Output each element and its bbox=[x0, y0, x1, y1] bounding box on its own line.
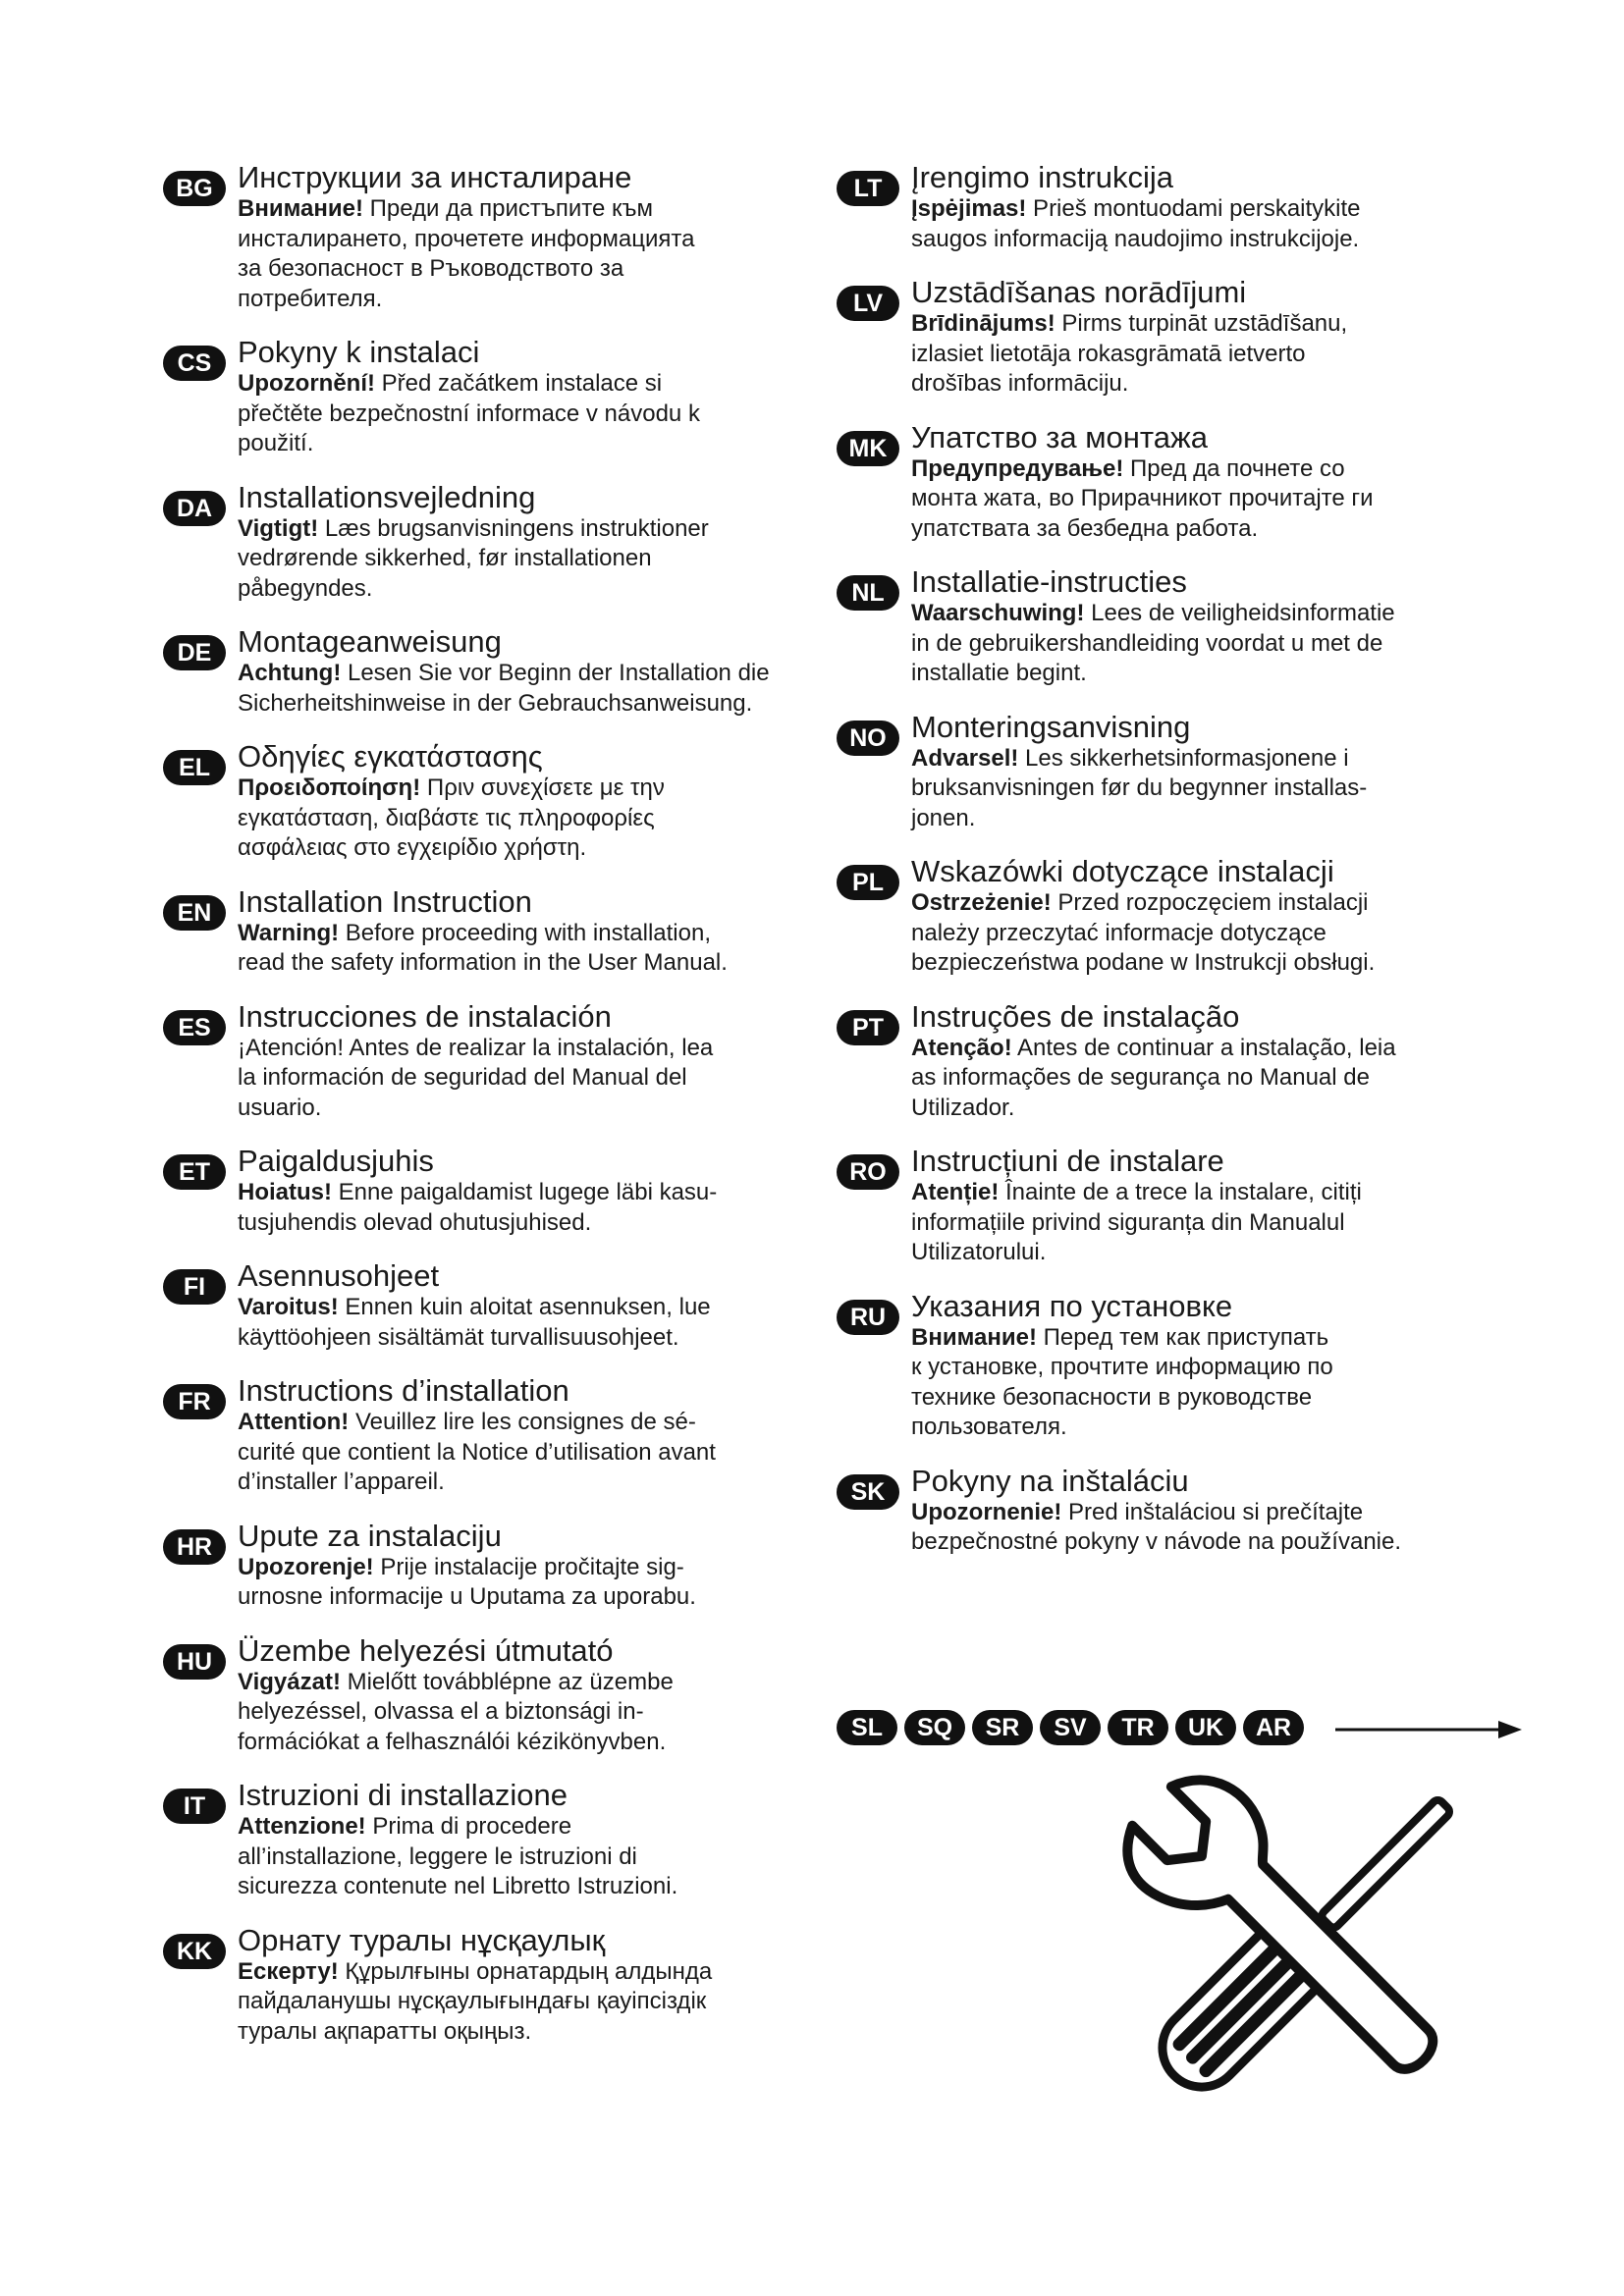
language-badge: CS bbox=[163, 346, 226, 381]
instruction-text: монта жата, во Прирачникот прочитајте ги bbox=[911, 485, 1374, 511]
instruction-line bbox=[911, 1527, 1485, 1558]
instruction-line bbox=[238, 1178, 811, 1208]
instruction-nl bbox=[837, 565, 1485, 689]
instruction-text: ασφάλειας στο εγχειρίδιο χρήστη. bbox=[238, 834, 587, 861]
language-badge: PT bbox=[837, 1010, 899, 1045]
language-badge-sq: SQ bbox=[904, 1710, 965, 1745]
instruction-text: käyttöohjeen sisältämät turvallisuusohjeet. bbox=[238, 1323, 679, 1351]
language-badge: RO bbox=[837, 1154, 899, 1190]
instruction-text: påbegyndes. bbox=[238, 574, 373, 602]
instruction-text: Lees de veiligheidsinformatie bbox=[1084, 600, 1395, 626]
instruction-text: Enne paigaldamist lugege läbi kasu- bbox=[332, 1179, 718, 1205]
instruction-title: Installationsvejledning bbox=[238, 479, 536, 514]
warning-label: Įspėjimas! bbox=[911, 195, 1027, 222]
instruction-line bbox=[238, 804, 811, 834]
instruction-line bbox=[238, 194, 811, 225]
instruction-text: Πριν συνεχίσετε με την bbox=[420, 774, 665, 801]
instruction-text: curité que contient la Notice d’utilisation avant bbox=[238, 1438, 716, 1466]
instruction-text: Prieš montuodami perskaitykite bbox=[1026, 195, 1361, 222]
instruction-title: Įrengimo instrukcija bbox=[911, 160, 1174, 194]
instruction-title: Uzstādīšanas norādījumi bbox=[911, 275, 1247, 309]
instruction-ro bbox=[837, 1145, 1485, 1268]
instruction-text: bezpečnostné pokyny v návode na používanie. bbox=[911, 1528, 1402, 1555]
instruction-hr bbox=[163, 1520, 811, 1613]
instruction-cs bbox=[163, 336, 811, 459]
instruction-line bbox=[238, 689, 811, 720]
instruction-text: přečtěte bezpečnostní informace v návodu k bbox=[238, 400, 700, 427]
instruction-line bbox=[911, 454, 1485, 485]
instruction-text: Before proceeding with installation, bbox=[339, 919, 711, 946]
instruction-line bbox=[238, 1208, 811, 1239]
instruction-line bbox=[238, 1728, 811, 1758]
instruction-line bbox=[238, 659, 811, 689]
instruction-text: Sicherheitshinweise in der Gebrauchsanweisung. bbox=[238, 689, 753, 717]
instruction-da bbox=[163, 481, 811, 605]
instruction-line bbox=[911, 948, 1485, 979]
warning-label: Attention! bbox=[238, 1409, 350, 1435]
instruction-title: Упатство за монтажа bbox=[911, 419, 1208, 454]
instruction-text: usuario. bbox=[238, 1094, 322, 1121]
instruction-text: упатствата за безбедна работа. bbox=[911, 514, 1259, 542]
instruction-line bbox=[911, 1063, 1485, 1094]
instruction-text: инсталирането, прочетете информацията bbox=[238, 225, 695, 252]
instruction-title: Installatie-instructies bbox=[911, 564, 1187, 599]
instruction-text: in de gebruikershandleiding voordat u met de bbox=[911, 629, 1383, 657]
instruction-text: Przed rozpoczęciem instalacji bbox=[1051, 889, 1369, 916]
other-languages-row bbox=[837, 1710, 1524, 1749]
language-badge: FR bbox=[163, 1384, 226, 1419]
instruction-text: εγκατάσταση, διαβάστε τις πληροφορίες bbox=[238, 804, 655, 831]
instruction-title: Üzembe helyezési útmutató bbox=[238, 1632, 614, 1668]
warning-label: Upozornenie! bbox=[911, 1498, 1062, 1525]
instruction-line bbox=[238, 1553, 811, 1583]
warning-label: Attenzione! bbox=[238, 1813, 366, 1840]
warning-label: Ostrzeżenie! bbox=[911, 889, 1052, 916]
instruction-title: Instruções de instalação bbox=[911, 998, 1240, 1034]
instruction-title: Asennusohjeet bbox=[238, 1258, 440, 1293]
instruction-text: vedrørende sikkerhed, før installationen bbox=[238, 545, 652, 571]
instruction-sk bbox=[837, 1465, 1485, 1558]
warning-label: Προειδοποίηση! bbox=[238, 774, 421, 801]
right-arrow-icon bbox=[1335, 1710, 1522, 1749]
instruction-text: Prima di procedere bbox=[365, 1813, 572, 1840]
instruction-title: Upute za instalaciju bbox=[238, 1518, 502, 1553]
language-badge: ES bbox=[163, 1010, 226, 1045]
instruction-line bbox=[238, 254, 811, 285]
language-badge: SK bbox=[837, 1474, 899, 1510]
instruction-fr bbox=[163, 1374, 811, 1498]
instruction-text: Ennen kuin aloitat asennuksen, lue bbox=[338, 1294, 711, 1320]
instruction-el bbox=[163, 740, 811, 864]
instruction-title: Montageanweisung bbox=[238, 624, 502, 659]
instruction-text: Перед тем как приступать bbox=[1036, 1323, 1329, 1351]
instruction-title: Instrucțiuni de instalare bbox=[911, 1144, 1224, 1178]
instruction-text: saugos informaciją naudojimo instrukcijoje. bbox=[911, 225, 1360, 252]
instruction-text: Antes de continuar a instalação, leia bbox=[1011, 1034, 1396, 1061]
instruction-line bbox=[238, 1987, 811, 2017]
warning-label: Vigyázat! bbox=[238, 1668, 341, 1695]
warning-label: Внимание! bbox=[911, 1323, 1037, 1351]
warning-label: Warning! bbox=[238, 919, 340, 946]
instruction-line bbox=[238, 1697, 811, 1728]
instruction-text: tusjuhendis olevad ohutusjuhised. bbox=[238, 1208, 592, 1236]
instruction-title: Instrucciones de instalación bbox=[238, 998, 612, 1034]
instruction-line bbox=[911, 1034, 1485, 1064]
instruction-line bbox=[238, 1957, 811, 1988]
instruction-line bbox=[238, 429, 811, 459]
instruction-text: izlasiet lietotāja rokasgrāmatā ietverto bbox=[911, 340, 1306, 367]
instruction-de bbox=[163, 625, 811, 719]
instruction-text: туралы ақпаратты оқыңыз. bbox=[238, 2017, 532, 2045]
language-badge: LT bbox=[837, 171, 899, 206]
instruction-text: Mielőtt továbblépne az üzembe bbox=[340, 1668, 674, 1695]
instruction-line bbox=[911, 919, 1485, 949]
instruction-text: Lesen Sie vor Beginn der Installation die bbox=[341, 660, 770, 686]
language-badge: FI bbox=[163, 1269, 226, 1305]
instruction-text: bruksanvisningen før du begynner installas- bbox=[911, 774, 1368, 801]
instruction-line bbox=[238, 225, 811, 255]
language-badge: BG bbox=[163, 171, 226, 206]
warning-label: Atenção! bbox=[911, 1034, 1012, 1061]
instruction-line bbox=[238, 1582, 811, 1613]
instruction-line bbox=[238, 1408, 811, 1438]
warning-label: Vigtigt! bbox=[238, 514, 319, 542]
instruction-line bbox=[238, 1872, 811, 1902]
warning-label: Hoiatus! bbox=[238, 1179, 332, 1205]
instruction-lv bbox=[837, 276, 1485, 400]
instruction-text: drošības informāciju. bbox=[911, 370, 1129, 397]
instruction-text: la información de seguridad del Manual del bbox=[238, 1064, 687, 1091]
instruction-title: Wskazówki dotyczące instalacji bbox=[911, 854, 1334, 888]
warning-label: Upozornění! bbox=[238, 370, 375, 397]
right-column bbox=[837, 161, 1485, 1579]
instruction-text: all’installazione, leggere le istruzioni di bbox=[238, 1842, 637, 1870]
instruction-fi bbox=[163, 1259, 811, 1353]
language-badge: IT bbox=[163, 1789, 226, 1824]
instruction-line bbox=[238, 1063, 811, 1094]
instruction-text: bezpieczeństwa podane w Instrukcji obsługi. bbox=[911, 949, 1376, 976]
instruction-text: Prije instalacije pročitajte sig- bbox=[373, 1553, 684, 1580]
instruction-line bbox=[911, 484, 1485, 514]
instruction-title: Указания по установке bbox=[911, 1288, 1233, 1323]
left-column bbox=[163, 161, 811, 2068]
language-badge: NO bbox=[837, 721, 899, 756]
instruction-line bbox=[911, 514, 1485, 545]
instruction-text: d’installer l’appareil. bbox=[238, 1468, 445, 1495]
instruction-text: sicurezza contenute nel Libretto Istruzioni. bbox=[238, 1873, 678, 1899]
warning-label: Предупредување! bbox=[911, 454, 1124, 482]
instruction-text: Les sikkerhetsinformasjonene i bbox=[1018, 744, 1349, 772]
instruction-bg bbox=[163, 161, 811, 314]
instruction-title: Paigaldusjuhis bbox=[238, 1144, 434, 1178]
instruction-line bbox=[911, 804, 1485, 834]
instruction-text: Pred inštaláciou si prečítajte bbox=[1061, 1498, 1364, 1525]
instruction-text: Pirms turpināt uzstādīšanu, bbox=[1055, 310, 1348, 337]
instruction-ru bbox=[837, 1290, 1485, 1443]
instruction-text: należy przeczytać informacje dotyczące bbox=[911, 919, 1326, 946]
language-badge-ar: AR bbox=[1243, 1710, 1304, 1745]
language-badge-sv: SV bbox=[1040, 1710, 1101, 1745]
instruction-title: Pokyny k instalaci bbox=[238, 335, 480, 369]
instruction-text: ¡Atención! Antes de realizar la instalación, lea bbox=[238, 1034, 714, 1061]
instruction-text: helyezéssel, olvassa el a biztonsági in- bbox=[238, 1698, 644, 1725]
instruction-title: Pokyny na inštaláciu bbox=[911, 1463, 1189, 1498]
instruction-lt bbox=[837, 161, 1485, 254]
instruction-line bbox=[238, 514, 811, 545]
instruction-en bbox=[163, 885, 811, 979]
instruction-text: технике безопасности в руководстве bbox=[911, 1383, 1313, 1411]
instruction-line bbox=[911, 774, 1485, 804]
instruction-line bbox=[911, 1413, 1485, 1443]
instruction-pl bbox=[837, 855, 1485, 979]
instruction-title: Инструкции за инсталиране bbox=[238, 160, 632, 194]
language-badge: RU bbox=[837, 1300, 899, 1335]
instruction-line bbox=[911, 888, 1485, 919]
language-badge: HU bbox=[163, 1644, 226, 1680]
instruction-line bbox=[238, 1094, 811, 1124]
instruction-line bbox=[911, 1498, 1485, 1528]
instruction-text: Před začátkem instalace si bbox=[374, 370, 663, 397]
language-badge: ET bbox=[163, 1154, 226, 1190]
instruction-line bbox=[238, 544, 811, 574]
language-badge-tr: TR bbox=[1108, 1710, 1168, 1745]
instruction-title: Instructions d’installation bbox=[238, 1373, 569, 1408]
instruction-line bbox=[911, 659, 1485, 689]
instruction-text: Utilizatorului. bbox=[911, 1239, 1047, 1265]
warning-label: Upozorenje! bbox=[238, 1553, 374, 1580]
warning-label: Achtung! bbox=[238, 660, 342, 686]
instruction-line bbox=[911, 194, 1485, 225]
language-badge: DA bbox=[163, 491, 226, 526]
instruction-line bbox=[911, 1383, 1485, 1414]
instruction-line bbox=[238, 1323, 811, 1354]
instruction-title: Istruzioni di installazione bbox=[238, 1778, 568, 1812]
instruction-line bbox=[911, 225, 1485, 255]
instruction-line bbox=[911, 1323, 1485, 1354]
instruction-title: Monteringsanvisning bbox=[911, 709, 1191, 744]
instruction-line bbox=[911, 1094, 1485, 1124]
instruction-it bbox=[163, 1779, 811, 1902]
warning-label: Внимание! bbox=[238, 195, 363, 222]
instruction-title: Οδηγίες εγκατάστασης bbox=[238, 739, 543, 774]
instruction-text: за безопасност в Ръководството за bbox=[238, 255, 624, 282]
instruction-kk bbox=[163, 1924, 811, 2048]
instruction-et bbox=[163, 1145, 811, 1238]
instruction-hu bbox=[163, 1634, 811, 1758]
warning-label: Brīdinājums! bbox=[911, 310, 1056, 337]
instruction-line bbox=[238, 574, 811, 605]
instruction-text: Læs brugsanvisningens instruktioner bbox=[318, 514, 709, 542]
instruction-line bbox=[911, 1178, 1485, 1208]
instruction-line bbox=[238, 285, 811, 315]
language-badge: KK bbox=[163, 1934, 226, 1969]
language-badge: HR bbox=[163, 1529, 226, 1565]
language-badge: DE bbox=[163, 635, 226, 670]
language-badge: LV bbox=[837, 286, 899, 321]
instruction-line bbox=[911, 629, 1485, 660]
instruction-text: потребителя. bbox=[238, 285, 383, 312]
wrench-screwdriver-icon bbox=[1119, 1757, 1492, 2130]
warning-label: Waarschuwing! bbox=[911, 600, 1085, 626]
instruction-line bbox=[238, 919, 811, 949]
language-badge: EN bbox=[163, 895, 226, 931]
language-badge: EL bbox=[163, 750, 226, 785]
instruction-text: Преди да пристъпите към bbox=[362, 195, 654, 222]
instruction-text: urnosne informacije u Uputama za uporabu. bbox=[238, 1583, 696, 1610]
instruction-line bbox=[911, 1208, 1485, 1239]
instruction-text: installatie begint. bbox=[911, 660, 1087, 686]
instruction-line bbox=[238, 833, 811, 864]
instruction-text: použití. bbox=[238, 430, 314, 456]
warning-label: Ескерту! bbox=[238, 1957, 339, 1985]
instruction-line bbox=[238, 400, 811, 430]
language-badge-sl: SL bbox=[837, 1710, 897, 1745]
instruction-title: Installation Instruction bbox=[238, 883, 532, 919]
language-badge: NL bbox=[837, 575, 899, 611]
instruction-text: пайдаланушы нұсқаулығындағы қауіпсіздік bbox=[238, 1988, 707, 2014]
instruction-text: as informações de segurança no Manual de bbox=[911, 1064, 1370, 1091]
instruction-line bbox=[238, 369, 811, 400]
language-badge: MK bbox=[837, 431, 899, 466]
instruction-line bbox=[238, 774, 811, 804]
instruction-line bbox=[238, 1293, 811, 1323]
warning-label: Varoitus! bbox=[238, 1294, 339, 1320]
instruction-line bbox=[238, 2017, 811, 2048]
instruction-text: к установке, прочтите информацию по bbox=[911, 1354, 1333, 1380]
instruction-text: formációkat a felhasználói kézikönyvben. bbox=[238, 1728, 667, 1755]
instruction-line bbox=[911, 309, 1485, 340]
instruction-line bbox=[238, 1668, 811, 1698]
instruction-line bbox=[238, 1034, 811, 1064]
instruction-line bbox=[911, 599, 1485, 629]
language-badge-uk: UK bbox=[1175, 1710, 1236, 1745]
instruction-line bbox=[911, 1353, 1485, 1383]
instruction-line bbox=[911, 340, 1485, 370]
warning-label: Atenție! bbox=[911, 1179, 1000, 1205]
instruction-line bbox=[911, 744, 1485, 774]
instruction-text: jonen. bbox=[911, 804, 976, 831]
instruction-mk bbox=[837, 421, 1485, 545]
instruction-text: Veuillez lire les consignes de sé- bbox=[349, 1409, 696, 1435]
instruction-line bbox=[911, 1238, 1485, 1268]
instruction-text: Utilizador. bbox=[911, 1094, 1015, 1121]
instruction-line bbox=[238, 1438, 811, 1468]
instruction-pt bbox=[837, 1000, 1485, 1124]
instruction-text: Құрылғыны орнатардың алдында bbox=[338, 1957, 713, 1985]
instruction-no bbox=[837, 711, 1485, 834]
instruction-text: informațiile privind siguranța din Manualul bbox=[911, 1208, 1345, 1236]
instruction-text: read the safety information in the User Manual. bbox=[238, 949, 728, 976]
warning-label: Advarsel! bbox=[911, 744, 1019, 772]
instruction-text: Înainte de a trece la instalare, citiți bbox=[999, 1179, 1362, 1205]
instruction-text: Пред да почнете со bbox=[1123, 454, 1345, 482]
instruction-es bbox=[163, 1000, 811, 1124]
language-badge: PL bbox=[837, 865, 899, 900]
instruction-title: Орнату туралы нұсқаулық bbox=[238, 1922, 606, 1957]
language-badge-sr: SR bbox=[972, 1710, 1033, 1745]
instruction-line bbox=[911, 369, 1485, 400]
instruction-line bbox=[238, 1812, 811, 1842]
instruction-line bbox=[238, 1468, 811, 1498]
instruction-text: пользователя. bbox=[911, 1414, 1067, 1440]
instruction-line bbox=[238, 948, 811, 979]
instruction-line bbox=[238, 1842, 811, 1873]
